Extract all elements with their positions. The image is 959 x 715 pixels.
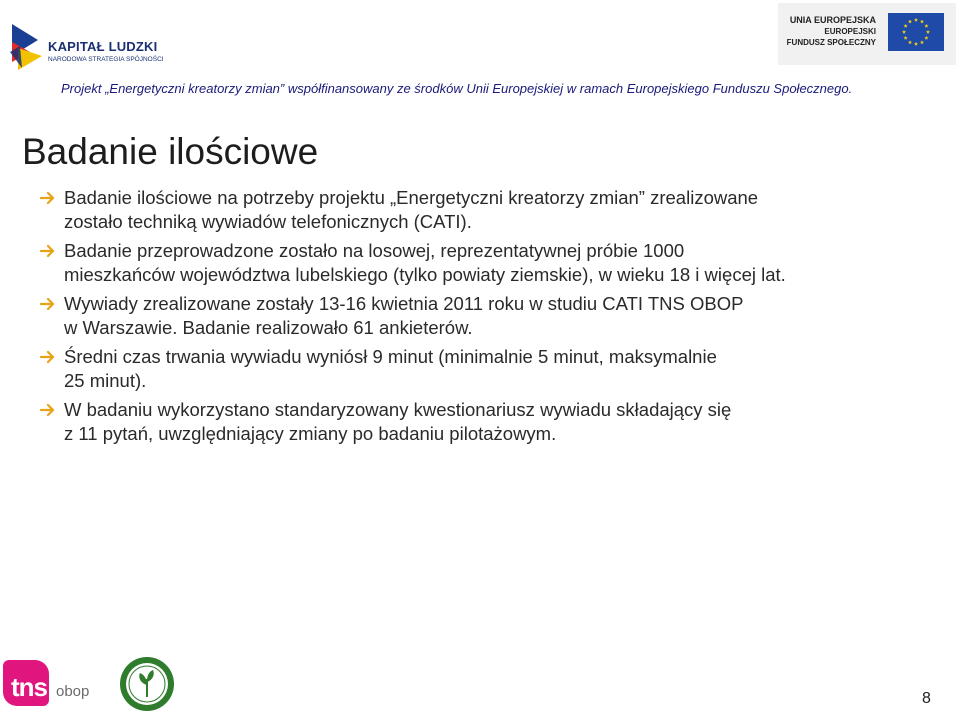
- bullet-item: [40, 398, 920, 446]
- bullet-text-line: mieszkańców województwa lubelskiego (tylko powiaty ziemskie), w wieku 18 i więcej lat.: [64, 264, 786, 285]
- tns-logo-brand: tns: [11, 672, 47, 702]
- bullet-text-line: W badaniu wykorzystano standaryzowany kwestionariusz wywiadu składający się: [64, 399, 732, 420]
- tns-logo-block: [3, 660, 49, 706]
- eu-logo-line2: EUROPEJSKI: [824, 27, 876, 36]
- eu-star-icon: [908, 40, 912, 44]
- bullet-text-line: z 11 pytań, uwzględniający zmiany po badaniu pilotażowym.: [64, 423, 557, 444]
- bullet-text-line: 25 minut).: [64, 370, 147, 391]
- eu-star-icon: [924, 24, 928, 28]
- bullet-list: [40, 186, 920, 451]
- eu-logo: [778, 3, 956, 65]
- slide-title: Badanie ilościowe: [22, 131, 319, 172]
- eu-star-icon: [926, 30, 930, 34]
- eu-star-icon: [904, 24, 908, 28]
- bullet-text-line: Wywiady zrealizowane zostały 13-16 kwietnia 2011 roku w studiu CATI TNS OBOP: [64, 293, 744, 314]
- eu-logo-text: [787, 15, 876, 48]
- eu-star-icon: [904, 36, 908, 40]
- eu-star-icon: [914, 42, 918, 46]
- bullet-text-line: Badanie przeprowadzone zostało na losowej, reprezentatywnej próbie 1000: [64, 240, 685, 261]
- arrow-right-icon: [40, 403, 56, 417]
- eu-star-icon: [908, 19, 912, 23]
- arrow-right-icon: [40, 191, 56, 205]
- eu-logo-line3: FUNDUSZ SPOŁECZNY: [786, 38, 876, 47]
- project-cofinancing-line: Projekt „Energetyczni kreatorzy zmian” współfinansowany ze środków Unii Europejskiej w ramach Europejskiego Funduszu Społecznego.: [61, 81, 853, 96]
- eu-logo-line1: UNIA EUROPEJSKA: [789, 15, 876, 25]
- eu-star-icon: [902, 30, 906, 34]
- arrow-right-icon: [40, 297, 56, 311]
- seal-icon: [118, 655, 176, 713]
- bullet-item: [40, 345, 920, 393]
- eu-star-icon: [920, 40, 924, 44]
- green-seal-logo: [118, 655, 176, 713]
- eu-star-icon: [914, 18, 918, 22]
- bullet-item: [40, 186, 920, 234]
- bullet-text-line: Badanie ilościowe na potrzeby projektu „Energetyczni kreatorzy zmian” zrealizowane: [64, 187, 759, 208]
- eu-stars-icon: [888, 13, 944, 51]
- eu-flag-icon: [888, 13, 944, 51]
- eu-star-icon: [920, 19, 924, 23]
- kapital-ludzki-icon: [8, 22, 44, 72]
- bullet-item: [40, 239, 920, 287]
- tns-obop-logo: [3, 660, 103, 710]
- tns-logo-sub: obop: [56, 683, 90, 700]
- kapital-ludzki-logo: [8, 22, 168, 74]
- kapital-ludzki-subtitle: NARODOWA STRATEGIA SPÓJNOŚCI: [48, 56, 164, 63]
- arrow-right-icon: [40, 350, 56, 364]
- kapital-ludzki-name: KAPITAŁ LUDZKI: [48, 39, 158, 54]
- bullet-text-line: w Warszawie. Badanie realizowało 61 ankieterów.: [64, 317, 473, 338]
- bullet-text-line: zostało techniką wywiadów telefonicznych (CATI).: [64, 211, 472, 232]
- eu-star-icon: [924, 36, 928, 40]
- bullet-item: [40, 292, 920, 340]
- bullet-text-line: Średni czas trwania wywiadu wyniósł 9 minut (minimalnie 5 minut, maksymalnie: [64, 346, 717, 367]
- arrow-right-icon: [40, 244, 56, 258]
- page-number: 8: [922, 690, 931, 707]
